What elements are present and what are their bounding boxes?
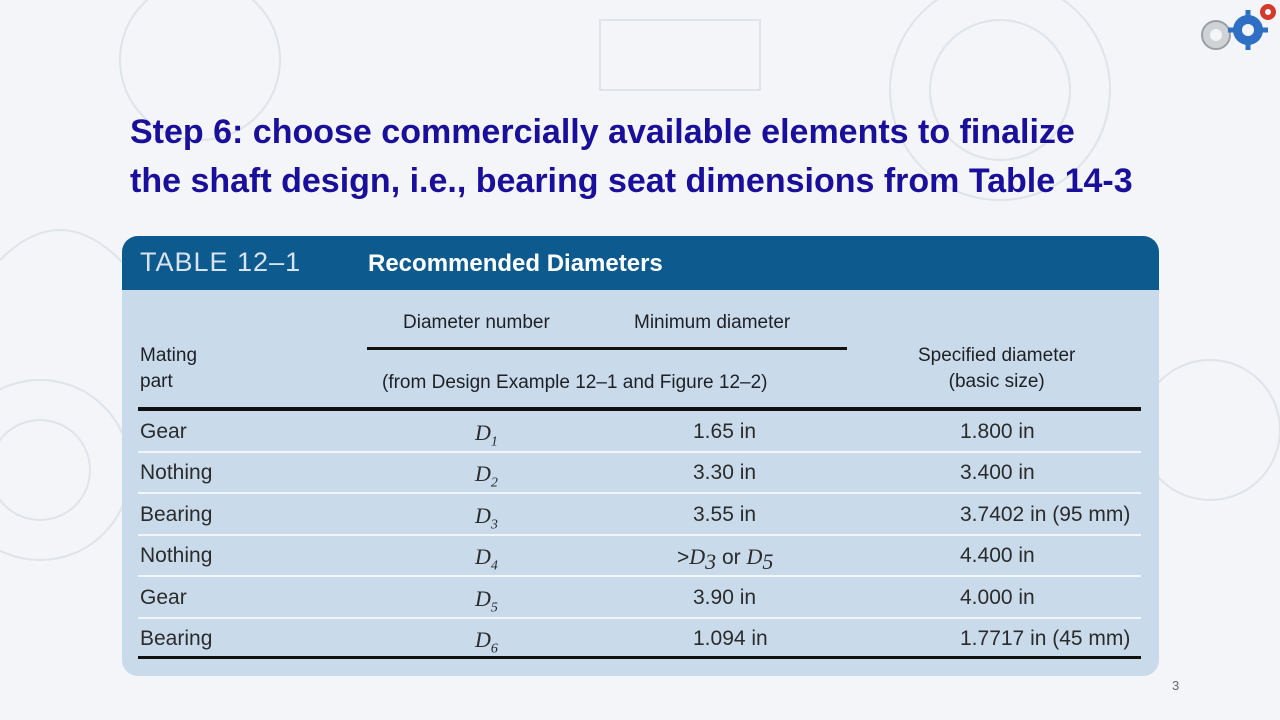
table-cell-diameter-number [475, 420, 498, 450]
symbol: D [475, 627, 491, 652]
table-cell-minimum: 3.30 in [693, 461, 757, 484]
slide-heading-line-2: the shaft design, i.e., bearing seat dimensions from Table 14-3 [130, 162, 1133, 200]
symbol: D [689, 544, 706, 569]
subscript: 3 [490, 517, 498, 533]
subscript: 2 [490, 475, 498, 491]
table-cell-part: Bearing [140, 627, 213, 650]
table-cell-part: Gear [140, 420, 187, 443]
recommended-diameters-table [122, 236, 1159, 676]
table-bottom-rule [138, 656, 1141, 659]
row-divider [138, 575, 1141, 577]
table-banner [122, 236, 1159, 290]
subscript: 4 [490, 558, 498, 574]
header-mating-part [140, 343, 197, 395]
table-title: Recommended Diameters [368, 250, 663, 277]
subscript: 1 [490, 434, 498, 450]
header-diameter-number: Diameter number [403, 312, 550, 333]
row-divider [138, 492, 1141, 494]
symbol: D [746, 544, 763, 569]
table-cell-specified: 4.400 in [960, 544, 1035, 567]
subscript: 3 [705, 549, 717, 575]
table-cell-diameter-number [475, 503, 498, 533]
page-number: 3 [1172, 678, 1180, 693]
symbol: D [475, 461, 491, 486]
table-cell-minimum: 3.55 in [693, 503, 757, 526]
table-cell-specified: 3.400 in [960, 461, 1035, 484]
slide-heading-line-1: Step 6: choose commercially available elements to finalize [130, 113, 1075, 151]
table-cell-diameter-number [475, 586, 498, 616]
slide-heading [130, 108, 1260, 206]
header-source: (from Design Example 12–1 and Figure 12–2) [382, 372, 768, 393]
header-mating-line-2: part [140, 371, 173, 392]
table-cell-part: Nothing [140, 544, 213, 567]
gears-logo-icon [1186, 2, 1280, 58]
table-cell-diameter-number [475, 544, 498, 574]
symbol: D [475, 420, 491, 445]
symbol: D [475, 503, 491, 528]
table-cell-minimum: 1.65 in [693, 420, 757, 443]
table-cell-minimum: 3.90 in [693, 586, 757, 609]
subscript: 5 [490, 600, 498, 616]
table-cell-part: Nothing [140, 461, 213, 484]
header-specified-line-2: (basic size) [948, 371, 1045, 392]
subscript: 6 [490, 641, 498, 657]
symbol: D [475, 544, 491, 569]
header-mating-line-1: Mating [140, 345, 198, 366]
table-cell-diameter-number [475, 627, 498, 657]
row-divider [138, 451, 1141, 453]
table-cell-minimum: 1.094 in [693, 627, 768, 650]
table-cell-part: Gear [140, 586, 187, 609]
symbol: D [475, 586, 491, 611]
header-bottom-rule [138, 407, 1141, 411]
row-divider [138, 534, 1141, 536]
header-group-rule [367, 347, 847, 350]
header-specified-line-1: Specified diameter [918, 345, 1076, 366]
header-specified-diameter [918, 343, 1075, 395]
subscript: 5 [762, 549, 774, 575]
table-cell-minimum [677, 544, 773, 575]
greater-than-sign: > [677, 546, 690, 569]
header-minimum-diameter: Minimum diameter [634, 312, 791, 333]
table-cell-specified: 1.800 in [960, 420, 1035, 443]
row-divider [138, 617, 1141, 619]
table-cell-specified: 4.000 in [960, 586, 1035, 609]
table-cell-specified: 1.7717 in (45 mm) [960, 627, 1131, 650]
table-cell-part: Bearing [140, 503, 213, 526]
table-cell-diameter-number [475, 461, 498, 491]
table-number: TABLE 12–1 [140, 247, 302, 277]
table-cell-specified: 3.7402 in (95 mm) [960, 503, 1131, 526]
conjunction: or [716, 546, 747, 569]
